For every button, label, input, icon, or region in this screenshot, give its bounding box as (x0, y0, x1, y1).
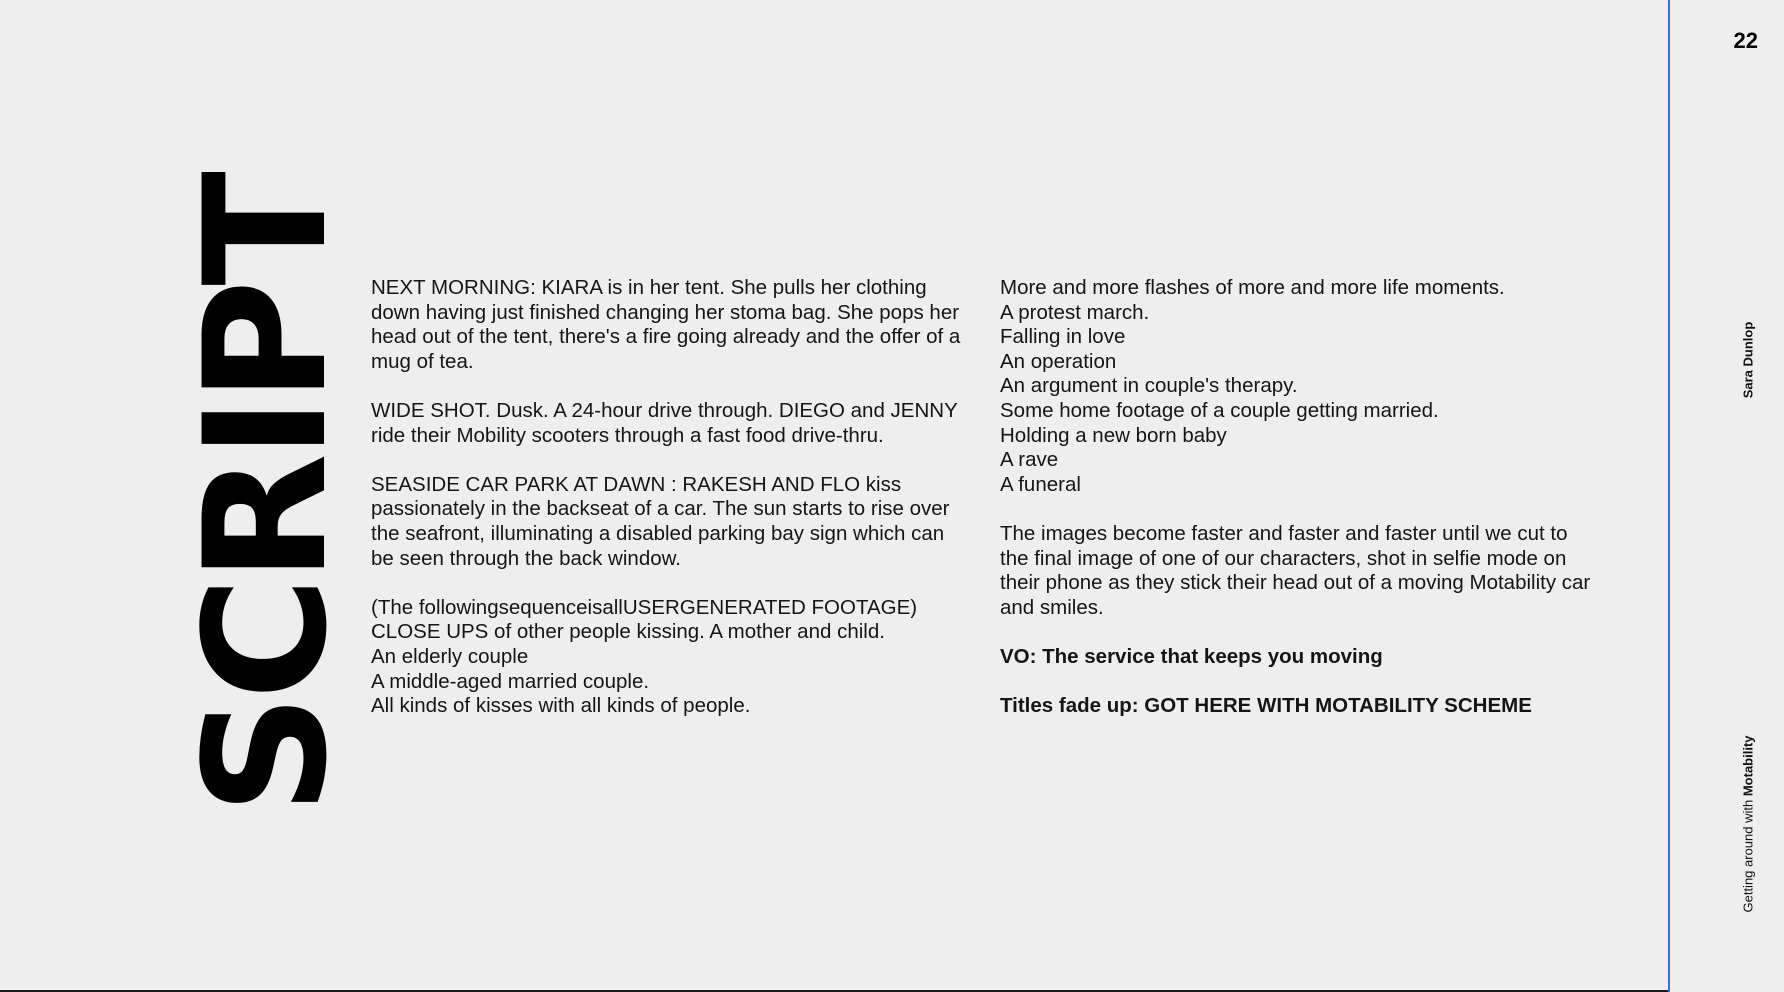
script-line: Some home footage of a couple getting married. (1000, 398, 1439, 422)
page-heading: SCRIPT (168, 177, 364, 815)
script-line: down having just finished changing her stoma bag. She pops her (371, 300, 960, 324)
script-line: A middle-aged married couple. (371, 669, 650, 693)
script-line: ride their Mobility scooters through a fast food drive-thru. (371, 423, 884, 447)
script-line: passionately in the backseat of a car. The sun starts to rise over (371, 497, 950, 521)
project-brand: Motability (1740, 735, 1756, 797)
script-line: A protest march. (1000, 300, 1150, 324)
script-line: All kinds of kisses with all kinds of people. (371, 694, 751, 718)
script-line: the seafront, illuminating a disabled parking bay sign which can (371, 521, 945, 545)
script-line: head out of the tent, there's a fire going already and the offer of a (371, 325, 961, 349)
side-panel (1668, 0, 1784, 992)
script-line: An argument in couple's therapy. (1000, 374, 1298, 398)
script-line: A funeral (1000, 472, 1081, 496)
project-title (1741, 735, 1756, 912)
script-column-left (371, 276, 983, 743)
author-name: Sara Dunlop (1740, 321, 1756, 399)
script-line: The images become faster and faster and faster until we cut to (1000, 521, 1568, 545)
scene-final-image (1000, 522, 1620, 620)
scene-user-generated-footage (371, 596, 983, 719)
script-line: SEASIDE CAR PARK AT DAWN : RAKESH AND FLO kiss (371, 472, 902, 496)
side-divider (1668, 0, 1670, 992)
page-number: 22 (1733, 28, 1758, 53)
script-line: be seen through the back window. (371, 546, 681, 570)
script-line: CLOSE UPS of other people kissing. A mother and child. (371, 620, 885, 644)
script-line: A rave (1000, 448, 1059, 472)
script-line: WIDE SHOT. Dusk. A 24-hour drive through. DIEGO and JENNY (371, 398, 958, 422)
titles-line: Titles fade up: GOT HERE WITH MOTABILITY SCHEME (1000, 694, 1532, 718)
script-line: the final image of one of our characters, shot in selfie mode on (1000, 546, 1567, 570)
script-line: Holding a new born baby (1000, 423, 1227, 447)
script-line: their phone as they stick their head out of a moving Motability car (1000, 571, 1591, 595)
script-line: More and more flashes of more and more life moments. (1000, 276, 1505, 299)
script-line: An elderly couple (371, 644, 529, 668)
scene-seaside-car-park (371, 473, 983, 571)
script-line: Falling in love (1000, 325, 1126, 349)
script-line: (The followingsequenceisallUSERGENERATED FOOTAGE) (371, 595, 918, 619)
project-title-prefix: Getting around with (1740, 796, 1756, 913)
script-line: NEXT MORNING: KIARA is in her tent. She pulls her clothing (371, 276, 927, 299)
scene-next-morning (371, 276, 983, 374)
scene-wide-shot (371, 399, 983, 448)
voiceover-line: VO: The service that keeps you moving (1000, 644, 1383, 668)
script-line: An operation (1000, 349, 1117, 373)
script-line: and smiles. (1000, 595, 1104, 619)
scene-life-moments (1000, 276, 1620, 497)
script-column-right (1000, 276, 1620, 743)
script-line: mug of tea. (371, 349, 474, 373)
